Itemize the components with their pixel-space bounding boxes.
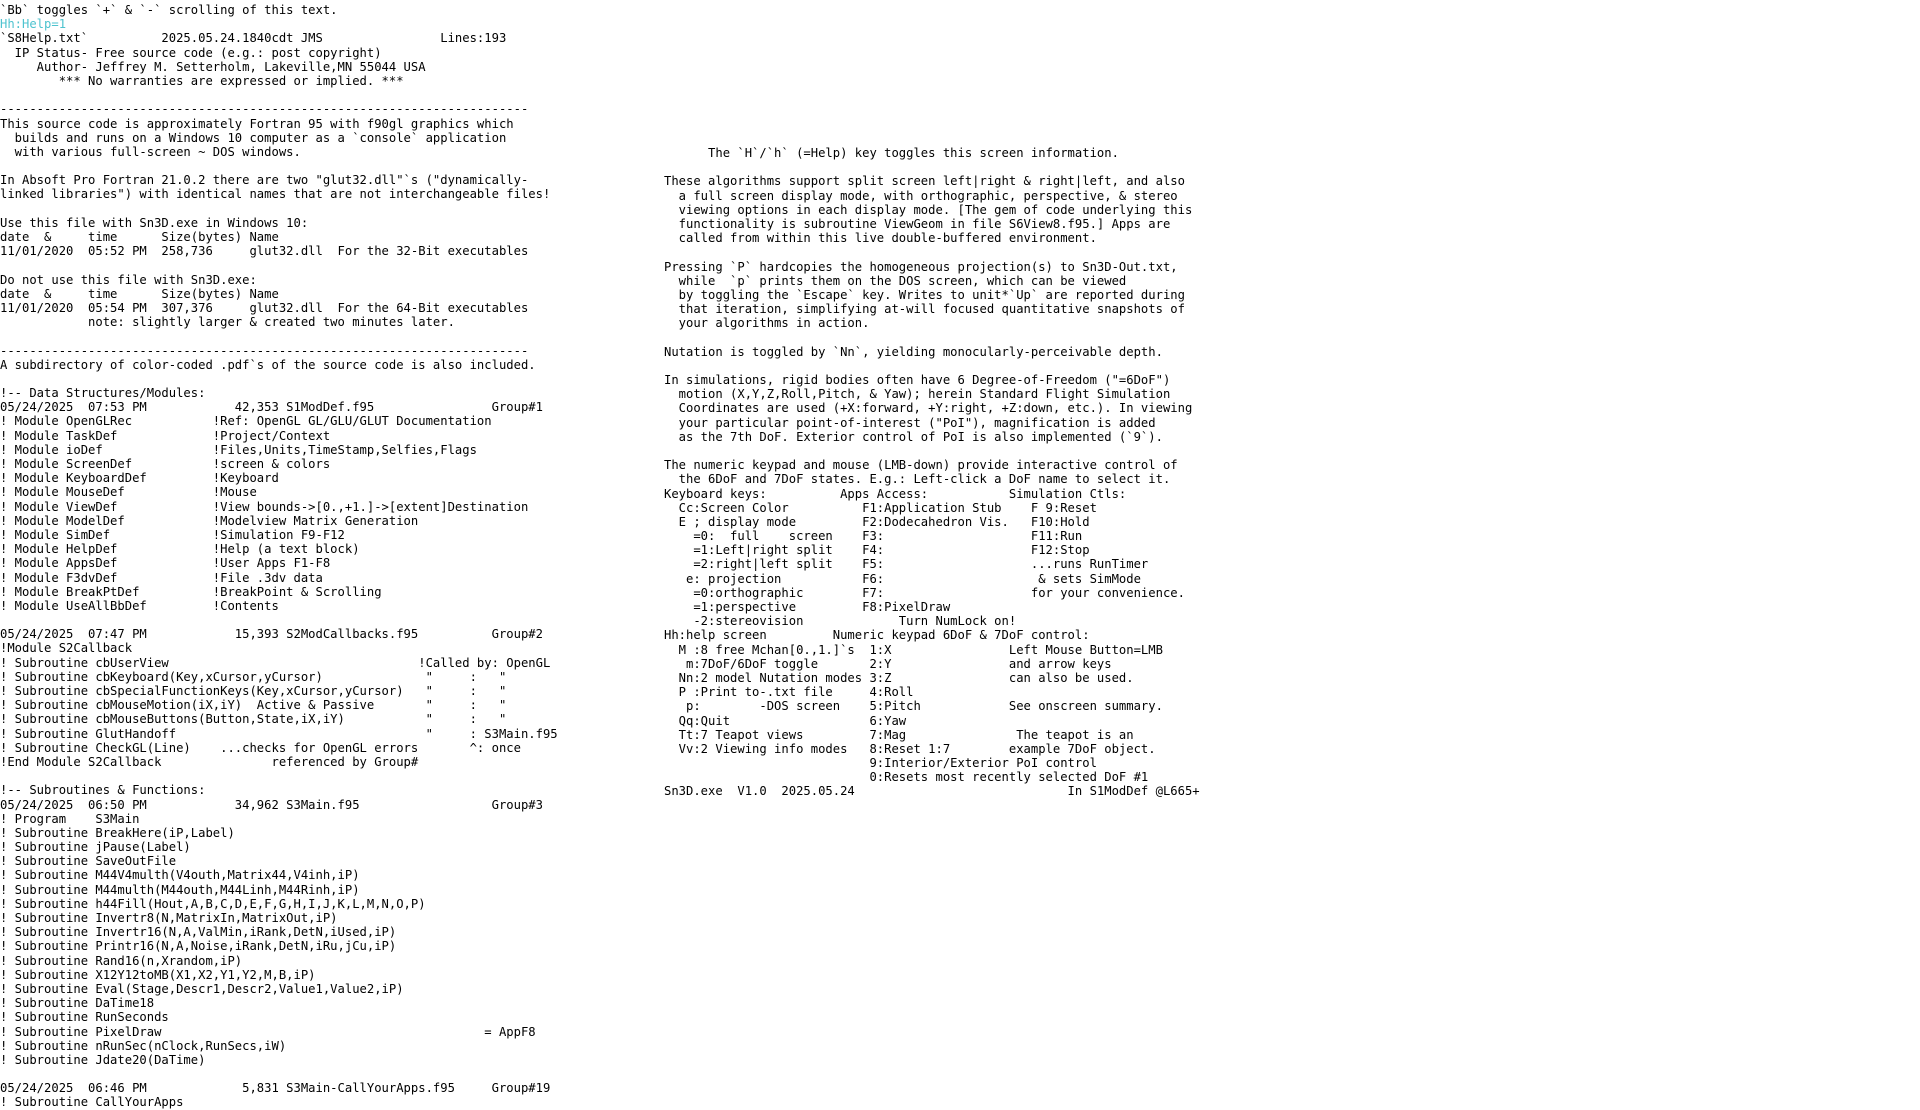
left-pane-line: ! Module ViewDef !View bounds->[0.,+1.]->[extent]Destination	[0, 499, 529, 514]
left-pane-line: `Bb` toggles `+` & `-` scrolling of this text.	[0, 3, 338, 17]
left-pane-line: ! Module MouseDef !Mouse	[0, 485, 257, 500]
left-pane-line: 05/24/2025 06:46 PM 5,831 S3Main-CallYourApps.f95 Group#19	[0, 1081, 551, 1096]
left-pane-line: ! Module HelpDef !Help (a text block)	[0, 542, 360, 557]
right-pane-line: a full screen display mode, with orthographic, perspective, & stereo	[664, 188, 1178, 203]
right-pane-line: =0: full screen F3: F11:Run	[664, 529, 1083, 544]
left-pane-line	[0, 1067, 640, 1081]
left-pane-line: Do not use this file with Sn3D.exe:	[0, 272, 257, 287]
right-pane-line: as the 7th DoF. Exterior control of PoI is also implemented (`9`).	[664, 429, 1163, 444]
left-pane-line	[0, 159, 640, 173]
right-pane-line: Pressing `P` hardcopies the homogeneous projection(s) to Sn3D-Out.txt,	[664, 259, 1178, 274]
left-pane-line	[0, 613, 640, 627]
left-pane-line: *** No warranties are expressed or implied. ***	[0, 73, 404, 88]
right-pane-line	[664, 160, 1284, 174]
left-pane-line: ! Module KeyboardDef !Keyboard	[0, 471, 279, 486]
left-pane-line: 05/24/2025 06:50 PM 34,962 S3Main.f95 Group#3	[0, 797, 543, 812]
left-pane-line: with various full-screen ~ DOS windows.	[0, 144, 301, 159]
left-pane-line: 11/01/2020 05:52 PM 258,736 glut32.dll For the 32-Bit executables	[0, 244, 529, 259]
left-pane-line: Use this file with Sn3D.exe in Windows 10:	[0, 215, 309, 230]
left-pane-line: !Module S2Callback	[0, 641, 133, 656]
left-pane-line: 05/24/2025 07:53 PM 42,353 S1ModDef.f95 Group#1	[0, 400, 543, 415]
right-pane-line: Tt:7 Teapot views 7:Mag The teapot is an	[664, 727, 1134, 742]
left-pane-line: ! Subroutine Rand16(n,Xrandom,iP)	[0, 953, 243, 968]
left-pane-line: !-- Subroutines & Functions:	[0, 783, 206, 798]
right-pane-line: p: -DOS screen 5:Pitch See onscreen summary.	[664, 699, 1163, 714]
right-pane-line	[664, 359, 1284, 373]
right-pane-line: M :8 free Mchan[0.,1.]`s 1:X Left Mouse Button=LMB	[664, 642, 1163, 657]
right-pane-line: Coordinates are used (+X:forward, +Y:right, +Z:down, etc.). In viewing	[664, 401, 1193, 416]
right-pane-line: The `H`/`h` (=Help) key toggles this screen information.	[664, 146, 1119, 160]
left-pane-line: ! Subroutine Eval(Stage,Descr1,Descr2,Value1,Value2,iP)	[0, 981, 404, 996]
right-pane-line: Cc:Screen Color F1:Application Stub F 9:Reset	[664, 500, 1097, 515]
left-pane-line: ! Subroutine Jdate20(DaTime)	[0, 1052, 206, 1067]
right-pane-line: Qq:Quit 6:Yaw	[664, 713, 907, 728]
right-pane-line: =1:Left|right split F4: F12:Stop	[664, 543, 1090, 558]
left-pane-line: note: slightly larger & created two minutes later.	[0, 315, 455, 330]
left-pane-line	[0, 769, 640, 783]
left-pane-line: ! Subroutine h44Fill(Hout,A,B,C,D,E,F,G,H,I,J,K,L,M,N,O,P)	[0, 896, 426, 911]
left-pane-line: ! Module ioDef !Files,Units,TimeStamp,Selfies,Flags	[0, 442, 477, 457]
right-pane-line	[664, 444, 1284, 458]
left-pane-line: date & time Size(bytes) Name	[0, 230, 279, 244]
right-pane-line: P :Print to-.txt file 4:Roll	[664, 685, 914, 700]
left-pane-line: 05/24/2025 07:47 PM 15,393 S2ModCallbacks.f95 Group#2	[0, 627, 543, 642]
right-pane-line: that iteration, simplifying at-will focused quantitative snapshots of	[664, 302, 1185, 317]
left-pane-line: ! Subroutine Invertr16(N,A,ValMin,iRank,DetN,iUsed,iP)	[0, 925, 397, 940]
left-pane-line: `S8Help.txt` 2025.05.24.1840cdt JMS Lines:193	[0, 31, 507, 46]
left-pane-line	[0, 88, 640, 102]
right-pane-line: =0:orthographic F7: for your convenience.	[664, 585, 1185, 600]
left-pane-line: !End Module S2Callback referenced by Group#	[0, 754, 419, 769]
left-pane-line: ! Module OpenGLRec !Ref: OpenGL GL/GLU/GLUT Documentation	[0, 414, 492, 429]
right-pane-line: viewing options in each display mode. [The gem of code underlying this	[664, 202, 1193, 217]
left-pane-line: ! Subroutine RunSeconds	[0, 1010, 169, 1025]
left-pane-line	[0, 258, 640, 272]
left-pane-line: ! Subroutine DaTime18	[0, 996, 155, 1011]
left-pane-line: ! Subroutine GlutHandoff " : S3Main.f95	[0, 726, 558, 741]
right-pane-line: while `p` prints them on the DOS screen, which can be viewed	[664, 273, 1127, 288]
left-pane-line: ! Subroutine nRunSec(nClock,RunSecs,iW)	[0, 1038, 287, 1053]
right-pane-line: e: projection F6: & sets SimMode	[664, 571, 1141, 586]
right-pane-line: called from within this live double-buffered environment.	[664, 231, 1097, 246]
help-text-right-pane	[664, 146, 1284, 799]
right-pane-line	[664, 330, 1284, 344]
left-pane-line: ! Subroutine cbKeyboard(Key,xCursor,yCursor) " : "	[0, 669, 507, 684]
left-pane-line: ! Module SimDef !Simulation F9-F12	[0, 527, 345, 542]
left-pane-line: ! Subroutine Printr16(N,A,Noise,iRank,DetN,iRu,jCu,iP)	[0, 939, 397, 954]
right-pane-line: E ; display mode F2:Dodecahedron Vis. F10:Hold	[664, 514, 1090, 529]
left-pane-line: ! Subroutine jPause(Label)	[0, 840, 191, 855]
left-pane-line: Hh:Help=1	[0, 17, 67, 32]
left-pane-line: linked libraries") with identical names that are not interchangeable files!	[0, 187, 551, 202]
left-pane-line: !-- Data Structures/Modules:	[0, 386, 206, 401]
right-pane-line: by toggling the `Escape` key. Writes to unit*`Up` are reported during	[664, 287, 1185, 302]
right-pane-line: Nutation is toggled by `Nn`, yielding monocularly-perceivable depth.	[664, 344, 1163, 359]
right-pane-line: the 6DoF and 7DoF states. E.g.: Left-click a DoF name to select it.	[664, 472, 1171, 487]
left-pane-line: In Absoft Pro Fortran 21.0.2 there are two "glut32.dll"`s ("dynamically-	[0, 173, 529, 188]
right-pane-line: Vv:2 Viewing info modes 8:Reset 1:7 example 7DoF object.	[664, 741, 1156, 756]
left-pane-line: ! Subroutine PixelDraw = AppF8	[0, 1024, 536, 1039]
left-pane-line: ! Module UseAllBbDef !Contents	[0, 598, 279, 613]
left-pane-line: ! Subroutine cbSpecialFunctionKeys(Key,xCursor,yCursor) " : "	[0, 684, 507, 698]
right-pane-line: The numeric keypad and mouse (LMB-down) provide interactive control of	[664, 458, 1178, 473]
right-pane-line	[664, 245, 1284, 259]
right-pane-line: These algorithms support split screen left|right & right|left, and also	[664, 174, 1185, 189]
left-pane-line: ! Subroutine Invertr8(N,MatrixIn,MatrixOut,iP)	[0, 911, 338, 925]
left-pane-line	[0, 329, 640, 343]
left-pane-line: ! Program S3Main	[0, 811, 140, 826]
left-pane-line	[0, 372, 640, 386]
right-pane-line: Keyboard keys: Apps Access: Simulation Ctls:	[664, 486, 1127, 501]
right-pane-line: =2:right|left split F5: ...runs RunTimer	[664, 557, 1149, 572]
right-pane-line: 9:Interior/Exterior PoI control	[664, 756, 1097, 771]
left-pane-line: ! Subroutine cbUserView !Called by: OpenGL	[0, 655, 551, 670]
left-pane-line: ------------------------------------------------------------------------	[0, 343, 529, 358]
right-pane-line: -2:stereovision Turn NumLock on!	[664, 614, 1017, 629]
left-pane-line: ! Subroutine X12Y12toMB(X1,X2,Y1,Y2,M,B,iP)	[0, 967, 316, 982]
left-pane-line: 11/01/2020 05:54 PM 307,376 glut32.dll For the 64-Bit executables	[0, 300, 529, 315]
right-pane-line: m:7DoF/6DoF toggle 2:Y and arrow keys	[664, 656, 1112, 671]
left-pane-line: ! Module TaskDef !Project/Context	[0, 428, 331, 443]
left-pane-line: ! Subroutine BreakHere(iP,Label)	[0, 825, 235, 840]
right-pane-line: Nn:2 model Nutation modes 3:Z can also be used.	[664, 670, 1134, 685]
help-text-left-pane	[0, 3, 640, 1110]
left-pane-line: IP Status- Free source code (e.g.: post copyright)	[0, 45, 382, 60]
left-pane-line: Author- Jeffrey M. Setterholm, Lakeville,MN 55044 USA	[0, 59, 426, 74]
left-pane-line: ! Module ScreenDef !screen & colors	[0, 457, 331, 471]
left-pane-line: ! Subroutine CallYourApps	[0, 1095, 184, 1110]
right-pane-line: motion (X,Y,Z,Roll,Pitch, & Yaw); herein Standard Flight Simulation	[664, 387, 1171, 402]
left-pane-line: ! Subroutine M44V4multh(V4outh,Matrix44,V4inh,iP)	[0, 868, 360, 883]
left-pane-line: ! Subroutine CheckGL(Line) ...checks for OpenGL errors ^: once	[0, 740, 521, 755]
left-pane-line: ! Module F3dvDef !File .3dv data	[0, 570, 323, 585]
left-pane-line: ! Module AppsDef !User Apps F1-F8	[0, 556, 331, 571]
right-pane-line: your algorithms in action.	[664, 316, 870, 331]
right-pane-line: your particular point-of-interest ("PoI"), magnification is added	[664, 415, 1156, 430]
left-pane-line: ! Subroutine cbMouseButtons(Button,State,iX,iY) " : "	[0, 712, 507, 727]
left-pane-line: builds and runs on a Windows 10 computer as a `console` application	[0, 130, 507, 145]
right-pane-line: 0:Resets most recently selected DoF #1	[664, 770, 1149, 785]
left-pane-line: ! Module ModelDef !Modelview Matrix Generation	[0, 513, 419, 528]
left-pane-line: ! Module BreakPtDef !BreakPoint & Scrolling	[0, 584, 382, 599]
right-pane-line: Sn3D.exe V1.0 2025.05.24 In S1ModDef @L665+	[664, 784, 1200, 799]
left-pane-line	[0, 202, 640, 216]
left-pane-line: date & time Size(bytes) Name	[0, 286, 279, 301]
left-pane-line: ------------------------------------------------------------------------	[0, 102, 529, 117]
right-pane-line: In simulations, rigid bodies often have 6 Degree-of-Freedom ("=6DoF")	[664, 373, 1171, 387]
left-pane-line: ! Subroutine SaveOutFile	[0, 854, 177, 869]
right-pane-line: functionality is subroutine ViewGeom in file S6View8.f95.] Apps are	[664, 216, 1171, 231]
left-pane-line: ! Subroutine cbMouseMotion(iX,iY) Active & Passive " : "	[0, 698, 507, 713]
left-pane-line: This source code is approximately Fortran 95 with f90gl graphics which	[0, 116, 514, 131]
left-pane-line: ! Subroutine M44multh(M44outh,M44Linh,M44Rinh,iP)	[0, 882, 360, 897]
left-pane-line: A subdirectory of color-coded .pdf`s of the source code is also included.	[0, 357, 536, 372]
right-pane-line: Hh:help screen Numeric keypad 6DoF & 7DoF control:	[664, 628, 1090, 643]
right-pane-line: =1:perspective F8:PixelDraw	[664, 600, 951, 614]
